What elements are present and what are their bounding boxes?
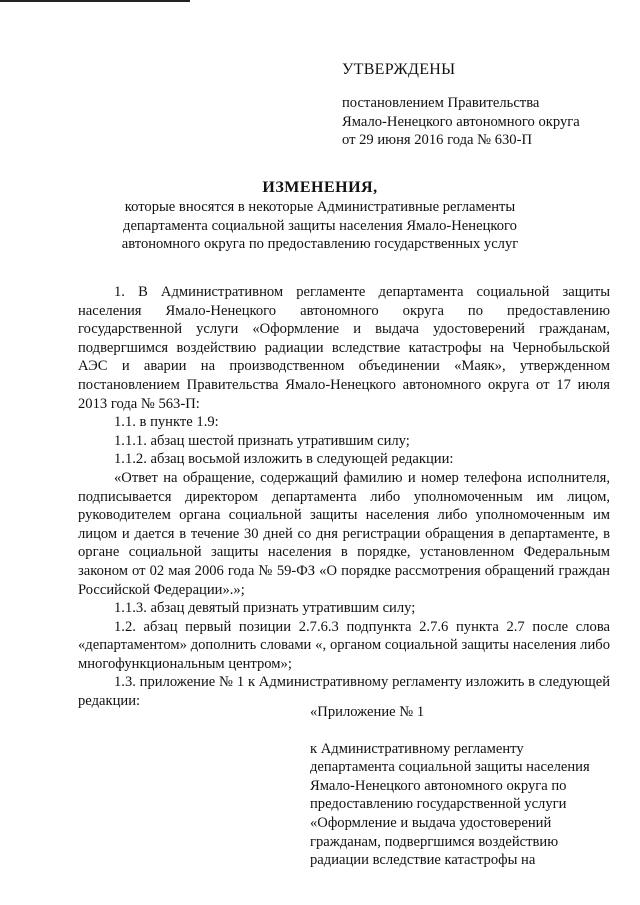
appendix-line: департамента социальной защиты населения	[310, 759, 590, 776]
appendix-line: предоставлению государственной услуги	[310, 796, 567, 813]
appendix-line: к Административному регламенту	[310, 740, 524, 757]
document-title: ИЗМЕНЕНИЯ,	[262, 179, 378, 196]
appendix-line: радиации вследствие катастрофы на	[310, 852, 536, 869]
approval-block	[342, 60, 622, 150]
document-body	[78, 283, 610, 711]
approval-line: постановлением Правительства	[342, 95, 540, 111]
body-paragraph: 1.1. в пункте 1.9:	[114, 414, 219, 431]
document-subtitle-line: департамента социальной защиты населения Ямало-Ненецкого	[123, 217, 517, 234]
approval-heading: УТВЕРЖДЕНЫ	[342, 61, 456, 78]
body-paragraph: «Ответ на обращение, содержащий фамилию и номер телефона исполнителя, подписывается директором департамента либо уполномоченным им лицом, руководителем органа социальной защиты населения либо уполномоченным им лицом и дается в течение 30 дней со дня регистрации обращения в департаменте, в органе социальной защиты населения в порядке, установленном Федеральным законом от 02 мая 2006 года № 59-ФЗ «О порядке рассмотрения обращений граждан Российской Федерации».»;	[78, 469, 610, 598]
document-title-block	[60, 178, 580, 254]
body-paragraph: 1. В Административном регламенте департамента социальной защиты населения Ямало-Ненецкого автономного округа по предоставлению государственной услуги «Оформление и выдача удостоверений гражданам, подвергшимся воздействию радиации вследствие катастрофы на Чернобыльской АЭС и аварии на производственном объединении «Маяк», утвержденном постановлением Правительства Ямало-Ненецкого автономного округа от 17 июля 2013 года № 563-П:	[78, 284, 610, 412]
appendix-header-block	[310, 703, 610, 870]
document-subtitle-line: которые вносятся в некоторые Административные регламенты	[124, 199, 516, 215]
scan-edge-mark	[0, 0, 190, 2]
body-paragraph: 1.1.2. абзац восьмой изложить в следующей редакции:	[114, 451, 454, 468]
document-subtitle-line: автономного округа по предоставлению государственных услуг	[121, 236, 519, 252]
body-paragraph: 1.3. приложение № 1 к Административному регламенту изложить в следующей редакции:	[78, 674, 610, 710]
approval-line: Ямало-Ненецкого автономного округа	[342, 113, 580, 130]
appendix-line: Ямало-Ненецкого автономного округа по	[310, 777, 567, 794]
appendix-heading: «Приложение № 1	[310, 704, 425, 720]
body-paragraph: 1.2. абзац первый позиции 2.7.6.3 подпункта 2.7.6 пункта 2.7 после слова «департаментом» дополнить словами «, органом социальной защиты населения либо многофункциональным центром»;	[78, 618, 610, 672]
appendix-line: гражданам, подвергшимся воздействию	[310, 833, 559, 850]
body-paragraph: 1.1.3. абзац девятый признать утратившим силу;	[114, 600, 416, 617]
approval-line: от 29 июня 2016 года № 630-П	[342, 132, 533, 148]
body-paragraph: 1.1.1. абзац шестой признать утратившим силу;	[114, 432, 410, 449]
appendix-line: «Оформление и выдача удостоверений	[310, 814, 552, 831]
